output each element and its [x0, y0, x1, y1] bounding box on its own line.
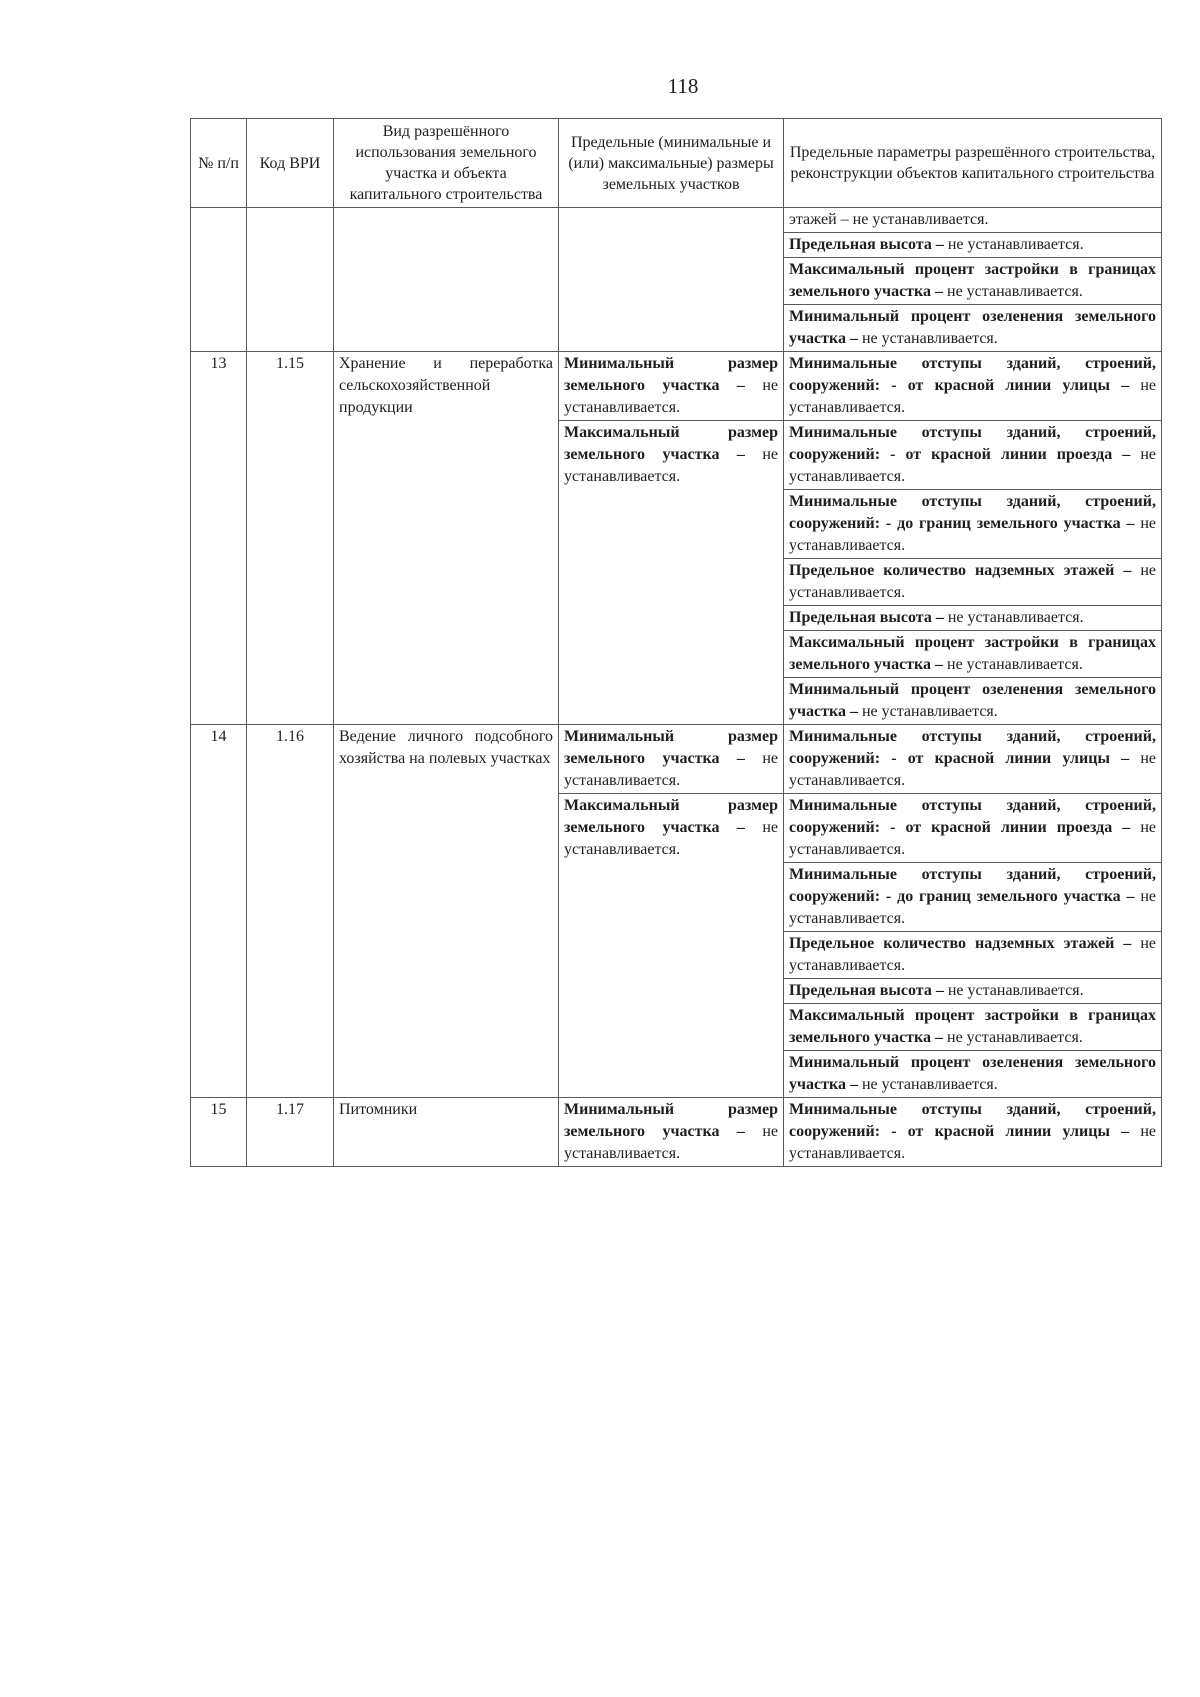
cont-vri — [334, 208, 559, 352]
size-heading: Минимальный размер земельного участка – — [564, 355, 778, 394]
param-cell — [784, 794, 1162, 863]
param-value: не устанавливается. — [789, 935, 1156, 974]
header-code: Код ВРИ — [247, 119, 334, 208]
param-cell — [784, 1098, 1162, 1167]
param-heading: Максимальный процент застройки в границах земельного участка – — [789, 1007, 1156, 1046]
param-cell — [784, 352, 1162, 421]
param-cell — [784, 932, 1162, 979]
param-value: не устанавливается. — [947, 1029, 1083, 1046]
param-cell — [784, 678, 1162, 725]
regulations-table — [190, 118, 1162, 1167]
size-cell — [559, 1098, 784, 1167]
header-num: № п/п — [191, 119, 247, 208]
param-heading: Предельное количество надземных этажей – — [789, 562, 1132, 579]
param-value: не устанавливается. — [789, 750, 1157, 789]
header-params: Предельные параметры разрешённого строительства, реконструкции объектов капитального строительства — [784, 119, 1162, 208]
param-heading: Предельная высота – — [789, 609, 944, 626]
param-heading: Предельная высота – — [789, 236, 944, 253]
param-heading: Минимальные отступы зданий, строений, сооружений: - до границ земельного участка – — [789, 493, 1156, 532]
size-value: не устанавливается. — [564, 446, 778, 485]
param-value: не устанавливается. — [789, 888, 1156, 927]
param-value: не устанавливается. — [789, 819, 1156, 858]
size-heading: Максимальный размер земельного участка – — [564, 424, 778, 463]
size-cell — [559, 725, 784, 794]
size-heading: Минимальный размер земельного участка – — [564, 728, 778, 767]
param-tail: этажей – не устанавливается. — [789, 211, 989, 228]
row-num: 14 — [191, 725, 247, 1098]
param-heading: Минимальные отступы зданий, строений, сооружений: - до границ земельного участка – — [789, 866, 1156, 905]
param-cell — [784, 421, 1162, 490]
param-heading: Минимальный процент озеленения земельного участка – — [789, 681, 1156, 720]
size-heading: Минимальный размер земельного участка – — [564, 1101, 778, 1140]
header-size: Предельные (минимальные и (или) максимальные) размеры земельных участков — [559, 119, 784, 208]
param-value: не устанавливается. — [947, 656, 1083, 673]
param-heading: Минимальный процент озеленения земельного участка – — [789, 308, 1156, 347]
param-cell — [784, 559, 1162, 606]
param-heading: Минимальные отступы зданий, строений, сооружений: - от красной линии проезда – — [789, 797, 1156, 836]
param-value: не устанавливается. — [861, 1076, 998, 1093]
param-heading: Минимальные отступы зданий, строений, сооружений: - от красной линии улицы – — [789, 728, 1156, 767]
size-heading: Максимальный размер земельного участка – — [564, 797, 778, 836]
table-body — [191, 208, 1162, 1167]
row-vri: Хранение и переработка сельскохозяйственной продукции — [334, 352, 559, 725]
param-cell — [784, 305, 1162, 352]
param-value: не устанавливается. — [947, 283, 1083, 300]
param-heading: Предельное количество надземных этажей – — [789, 935, 1132, 952]
param-value: не устанавливается. — [789, 446, 1156, 485]
table-row — [191, 208, 1162, 233]
param-cell — [784, 490, 1162, 559]
param-value: не устанавливается. — [947, 982, 1084, 999]
param-heading: Максимальный процент застройки в границах земельного участка – — [789, 634, 1156, 673]
param-value: не устанавливается. — [861, 703, 998, 720]
cont-num — [191, 208, 247, 352]
param-heading: Минимальные отступы зданий, строений, сооружений: - от красной линии улицы – — [789, 1101, 1156, 1140]
size-value: не устанавливается. — [564, 750, 778, 789]
size-cell — [559, 794, 784, 1098]
param-cell — [784, 258, 1162, 305]
param-value: не устанавливается. — [947, 236, 1084, 253]
header-vri: Вид разрешённого использования земельного участка и объекта капитального строительства — [334, 119, 559, 208]
table-row — [191, 725, 1162, 794]
row-vri: Ведение личного подсобного хозяйства на полевых участках — [334, 725, 559, 1098]
row-num: 15 — [191, 1098, 247, 1167]
param-cell — [784, 208, 1162, 233]
param-value: не устанавливается. — [789, 562, 1156, 601]
param-value: не устанавливается. — [861, 330, 998, 347]
param-heading: Минимальные отступы зданий, строений, сооружений: - от красной линии улицы – — [789, 355, 1156, 394]
row-code: 1.16 — [247, 725, 334, 1098]
size-cell — [559, 421, 784, 725]
row-num: 13 — [191, 352, 247, 725]
size-value: не устанавливается. — [564, 819, 778, 858]
param-cell — [784, 1051, 1162, 1098]
param-cell — [784, 979, 1162, 1004]
row-code: 1.17 — [247, 1098, 334, 1167]
cont-size — [559, 208, 784, 352]
param-value: не устанавливается. — [789, 515, 1156, 554]
table-row — [191, 1098, 1162, 1167]
param-cell — [784, 1004, 1162, 1051]
param-heading: Минимальный процент озеленения земельного участка – — [789, 1054, 1156, 1093]
cont-code — [247, 208, 334, 352]
param-cell — [784, 606, 1162, 631]
param-cell — [784, 631, 1162, 678]
param-heading: Минимальные отступы зданий, строений, сооружений: - от красной линии проезда – — [789, 424, 1156, 463]
param-heading: Предельная высота – — [789, 982, 944, 999]
param-cell — [784, 725, 1162, 794]
size-value: не устанавливается. — [564, 1123, 778, 1162]
table-row — [191, 352, 1162, 421]
row-vri: Питомники — [334, 1098, 559, 1167]
size-value: не устанавливается. — [564, 377, 778, 416]
param-cell — [784, 863, 1162, 932]
param-heading: Максимальный процент застройки в границах земельного участка – — [789, 261, 1156, 300]
param-value: не устанавливается. — [789, 1123, 1157, 1162]
param-value: не устанавливается. — [947, 609, 1084, 626]
param-cell — [784, 233, 1162, 258]
size-cell — [559, 352, 784, 421]
page-number: 118 — [667, 74, 699, 98]
table-header-row — [191, 119, 1162, 208]
row-code: 1.15 — [247, 352, 334, 725]
param-value: не устанавливается. — [789, 377, 1157, 416]
